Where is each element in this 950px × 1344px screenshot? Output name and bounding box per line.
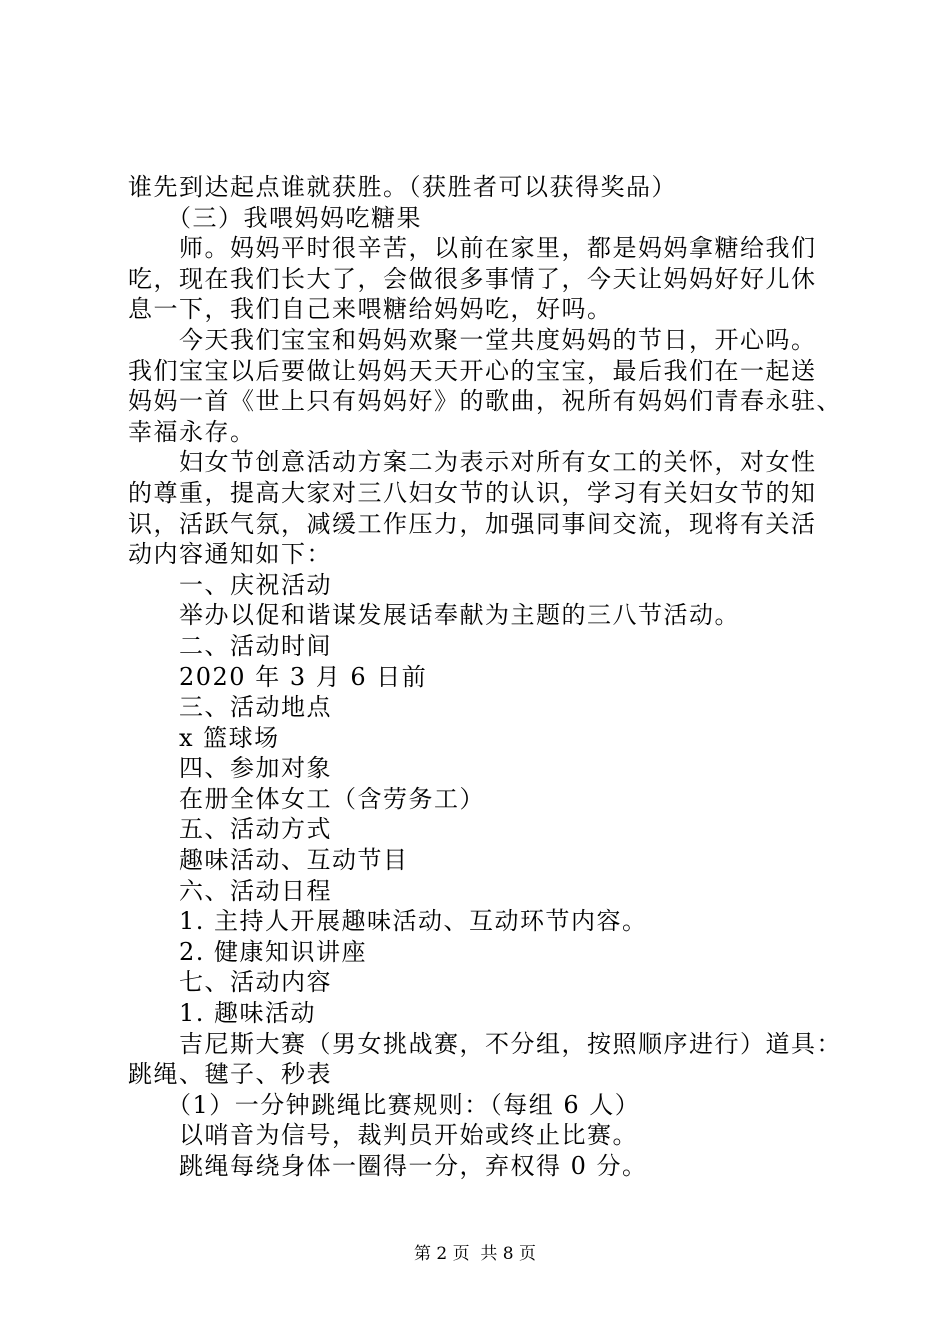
document-body <box>128 172 842 1182</box>
text-line: 妈妈一首《世上只有妈妈好》的歌曲，祝所有妈妈们青春永驻、 <box>128 387 842 416</box>
text-line: 趣味活动、互动节目 <box>128 846 409 875</box>
text-line: 举办以促和谐谋发展话奉献为主题的三八节活动。 <box>128 601 740 630</box>
text-line: （1）一分钟跳绳比赛规则：（每组 6 人） <box>128 1090 641 1119</box>
text-line: x 篮球场 <box>128 723 280 752</box>
list-item: 1. 主持人开展趣味活动、互动环节内容。 <box>128 907 648 936</box>
text-line: 跳绳每绕身体一圈得一分，弃权得 0 分。 <box>128 1152 648 1180</box>
text-line: 今天我们宝宝和妈妈欢聚一堂共度妈妈的节日，开心吗。 <box>128 325 817 354</box>
text-line: 在册全体女工（含劳务工） <box>128 784 485 813</box>
section-heading: 一、庆祝活动 <box>128 570 332 599</box>
section-heading: 六、活动日程 <box>128 876 332 905</box>
text-line: 我们宝宝以后要做让妈妈天天开心的宝宝，最后我们在一起送 <box>128 356 817 385</box>
text-line: 幸福永存。 <box>128 417 256 446</box>
text-line: 师。妈妈平时很辛苦，以前在家里，都是妈妈拿糖给我们 <box>128 234 817 263</box>
text-line: 谁先到达起点谁就获胜。（获胜者可以获得奖品） <box>128 173 677 201</box>
list-item: 2. 健康知识讲座 <box>128 937 368 966</box>
page-number-footer: 第 2 页 共 8 页 <box>413 1244 537 1264</box>
section-heading: 三、活动地点 <box>128 693 332 722</box>
text-line: 识，活跃气氛，减缓工作压力，加强同事间交流，现将有关活 <box>128 509 817 538</box>
text-line: 吃，现在我们长大了，会做很多事情了，今天让妈妈好好儿休 <box>128 264 817 293</box>
text-line: 息一下，我们自己来喂糖给妈妈吃，好吗。 <box>128 295 613 324</box>
text-line: 跳绳、毽子、秒表 <box>128 1060 332 1089</box>
text-line: 以哨音为信号，裁判员开始或终止比赛。 <box>128 1121 638 1150</box>
text-line: 的尊重，提高大家对三八妇女节的认识，学习有关妇女节的知 <box>128 478 817 507</box>
text-line: 吉尼斯大赛（男女挑战赛，不分组，按照顺序进行）道具： <box>128 1029 842 1058</box>
section-heading: 五、活动方式 <box>128 815 332 844</box>
text-line: 妇女节创意活动方案二为表示对所有女工的关怀，对女性 <box>128 448 817 477</box>
text-line: 2020 年 3 月 6 日前 <box>128 662 428 691</box>
list-item: 1. 趣味活动 <box>128 999 317 1028</box>
text-line: 动内容通知如下： <box>128 540 332 569</box>
section-heading: 四、参加对象 <box>128 754 332 783</box>
section-heading: 七、活动内容 <box>128 968 332 997</box>
section-heading: （三）我喂妈妈吃糖果 <box>128 203 422 232</box>
section-heading: 二、活动时间 <box>128 631 332 660</box>
